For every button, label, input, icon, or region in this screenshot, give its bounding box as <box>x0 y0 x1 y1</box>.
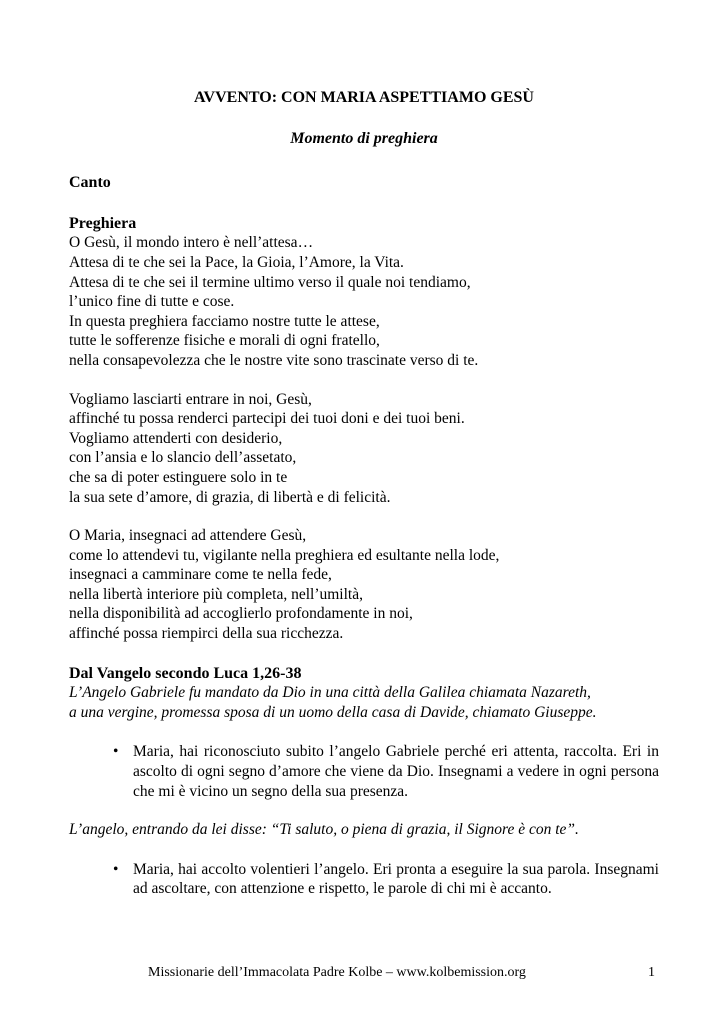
prayer-line: insegnaci a camminare come te nella fede, <box>69 566 332 584</box>
reflection-bullet-2 <box>69 860 659 899</box>
prayer-line: O Maria, insegnaci ad attendere Gesù, <box>69 527 307 545</box>
canto-heading: Canto <box>69 174 111 192</box>
reflection-bullet-1 <box>69 742 659 801</box>
prayer-line: O Gesù, il mondo intero è nell’attesa… <box>69 234 314 252</box>
gospel-verse-line: L’angelo, entrando da lei disse: “Ti saluto, o piena di grazia, il Signore è con te”. <box>69 821 579 839</box>
prayer-line: nella disponibilità ad accoglierlo profondamente in noi, <box>69 605 413 623</box>
prayer-line: affinché tu possa renderci partecipi dei tuoi doni e dei tuoi beni. <box>69 410 465 428</box>
bullet-icon: • <box>113 743 119 761</box>
reflection-text: Maria, hai accolto volentieri l’angelo. Eri pronta a eseguire la sua parola. Insegnami ad ascoltare, con attenzione e rispetto, le parole di chi mi è accanto. <box>133 860 659 898</box>
gospel-verse-line: L’Angelo Gabriele fu mandato da Dio in una città della Galilea chiamata Nazareth, <box>69 684 591 702</box>
prayer-line: In questa preghiera facciamo nostre tutte le attese, <box>69 312 380 330</box>
prayer-line: Attesa di te che sei il termine ultimo verso il quale noi tendiamo, <box>69 273 471 291</box>
prayer-line: Vogliamo lasciarti entrare in noi, Gesù, <box>69 390 312 408</box>
gospel-verse-line: a una vergine, promessa sposa di un uomo della casa di Davide, chiamato Giuseppe. <box>69 703 597 721</box>
document-page <box>69 88 659 899</box>
document-title: AVVENTO: CON MARIA ASPETTIAMO GESÙ <box>194 89 534 106</box>
vangelo-heading: Dal Vangelo secondo Luca 1,26-38 <box>69 664 302 682</box>
prayer-line: l’unico fine di tutte e cose. <box>69 293 235 311</box>
prayer-line: affinché possa riempirci della sua ricchezza. <box>69 625 344 643</box>
prayer-line: come lo attendevi tu, vigilante nella preghiera ed esultante nella lode, <box>69 546 500 564</box>
prayer-stanza-2 <box>69 390 659 508</box>
prayer-line: con l’ansia e lo slancio dell’assetato, <box>69 449 297 467</box>
prayer-line: che sa di poter estinguere solo in te <box>69 468 288 486</box>
prayer-line: nella libertà interiore più completa, nell’umiltà, <box>69 585 363 603</box>
document-subtitle: Momento di preghiera <box>290 129 438 147</box>
preghiera-heading: Preghiera <box>69 214 137 232</box>
prayer-line: tutte le sofferenze fisiche e morali di ogni fratello, <box>69 332 380 350</box>
prayer-line: la sua sete d’amore, di grazia, di libertà e di felicità. <box>69 488 391 506</box>
prayer-line: Attesa di te che sei la Pace, la Gioia, l’Amore, la Vita. <box>69 253 404 271</box>
reflection-text: Maria, hai riconosciuto subito l’angelo Gabriele perché eri attenta, raccolta. Eri in ascolto di ogni segno d’amore che viene da Dio. Insegnami a vedere in ogni persona che mi è vicino un segno della sua presenza. <box>133 743 659 800</box>
bullet-icon: • <box>113 860 119 878</box>
prayer-line: Vogliamo attenderti con desiderio, <box>69 429 283 447</box>
prayer-line: nella consapevolezza che le nostre vite sono trascinate verso di te. <box>69 351 479 369</box>
footer-credit: Missionarie dell’Immacolata Padre Kolbe – www.kolbemission.org <box>148 965 526 980</box>
prayer-stanza-1 <box>69 233 659 370</box>
page-number: 1 <box>648 965 655 980</box>
prayer-stanza-3 <box>69 526 659 644</box>
